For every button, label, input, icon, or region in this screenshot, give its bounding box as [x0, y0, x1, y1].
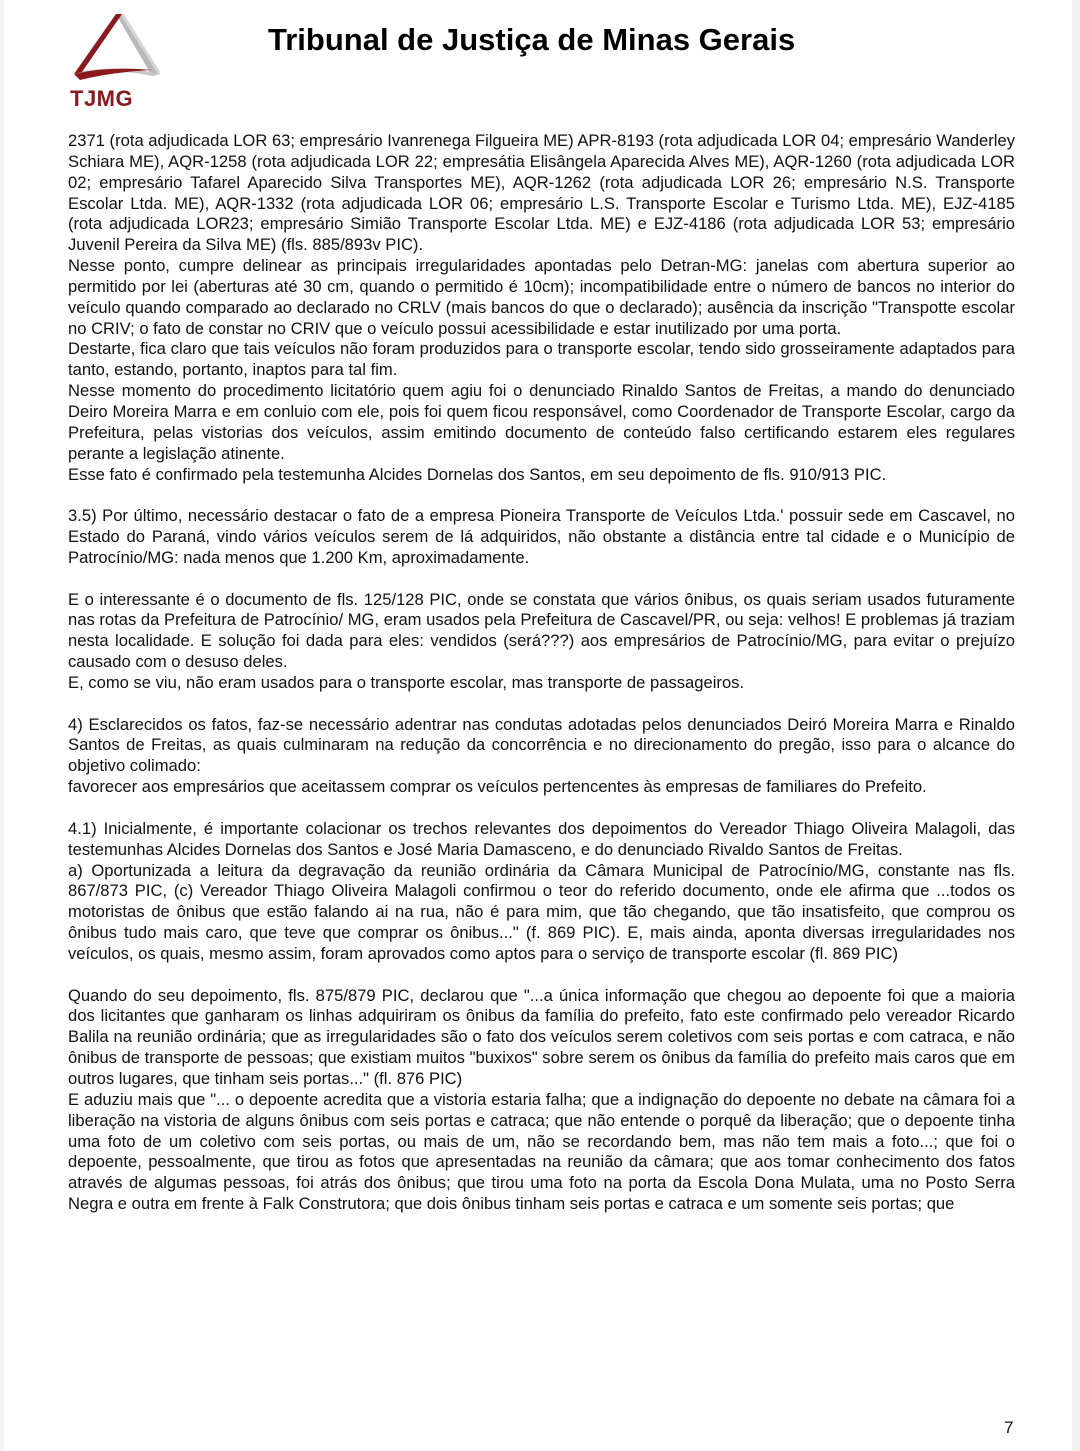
- paragraph: favorecer aos empresários que aceitassem comprar os veículos pertencentes às empresas de familiares do Prefeito.: [68, 777, 927, 797]
- tjmg-logo: [68, 10, 160, 114]
- paragraph: E, como se viu, não eram usados para o transporte escolar, mas transporte de passageiros.: [68, 672, 745, 692]
- document-body: [68, 131, 1015, 1215]
- paragraph: Esse fato é confirmado pela testemunha Alcides Dornelas dos Santos, em seu depoimento de fls. 910/913 PIC.: [68, 464, 887, 484]
- logo-text: TJMG: [70, 86, 134, 111]
- paragraph: Nesse momento do procedimento licitatório quem agiu foi o denunciado Rinaldo Santos de Freitas, a mando do denunciado Deiro Moreira Marra e em conluio com ele, pois foi quem ficou responsável, como Coordenador de Transporte Escolar, cargo da Prefeitura, pelas vistorias dos veículos, assim emitindo documento de conteúdo falso certificando estarem eles regulares perante a legislação atinente.: [68, 381, 1015, 463]
- paragraph: 4) Esclarecidos os fatos, faz-se necessário adentrar nas condutas adotadas pelos denunciados Deiró Moreira Marra e Rinaldo Santos de Freitas, as quais culminaram na redução da concorrência e no direcionamento do pregão, isso para o alcance do objetivo colimado:: [68, 714, 1015, 776]
- paragraph: 4.1) Inicialmente, é importante colacionar os trechos relevantes dos depoimentos do Vereador Thiago Oliveira Malagoli, das testemunhas Alcides Dornelas dos Santos e José Maria Damasceno, e do denunciado Rivaldo Santos de Freitas.: [68, 818, 1015, 859]
- paragraph: E aduziu mais que "... o depoente acredita que a vistoria estaria falha; que a indignação do depoente no debate na câmara foi a liberação na vistoria de alguns ônibus com seis portas e catraca; que não entende o porquê da liberação; que o depoente tinha uma foto de um coletivo com seis portas, ou mais de um, não se recordando bem, mas não tem mais a foto...; que foi o depoente, pessoalmente, que tirou as fotos que apresentadas na reunião da câmara; que aos tomar conhecimento dos fatos através de algumas pessoas, foi atrás dos ônibus; que tirou uma foto na porta da Escola Dona Mulata, uma no Posto Serra Negra e outra em frente à Falk Construtora; que dois ônibus tinham seis portas e catraca e um somente seis portas; que: [68, 1089, 1015, 1214]
- document-page: [4, 0, 1072, 1451]
- paragraph: a) Oportunizada a leitura da degravação da reunião ordinária da Câmara Municipal de Patrocínio/MG, constante nas fls. 867/873 PIC, (c) Vereador Thiago Oliveira Malagoli confirmou o teor do referido documento, onde ele afirma que ...todos os motoristas de ônibus que estão falando ai na rua, não é para mim, que tão chegando, que tão insatisfeito, que comprou os ônibus tudo mais caro, que teve que comprar os ônibus..." (f. 869 PIC). E, mais ainda, aponta diversas irregularidades nos veículos, os quais, mesmo assim, foram aprovados como aptos para o serviço de transporte escolar (fl. 869 PIC): [68, 860, 1015, 963]
- page-title: Tribunal de Justiça de Minas Gerais: [268, 22, 796, 57]
- paragraph: Quando do seu depoimento, fls. 875/879 PIC, declarou que "...a única informação que chegou ao depoente foi que a maioria dos licitantes que ganharam os linhas adquiriram os ônibus da família do prefeito, fato este confirmado pelo vereador Ricardo Balila na reunião ordinária; que as irregularidades são o fato dos veículos serem coletivos com seis portas e com catraca, e não ônibus de transporte de pessoas; que existiam muitos "buxixos" sobre serem os ônibus da família do prefeito mais caros que em outros lugares, que tinham seis portas..." (fl. 876 PIC): [68, 985, 1015, 1088]
- paragraph: E o interessante é o documento de fls. 125/128 PIC, onde se constata que vários ônibus, os quais seriam usados futuramente nas rotas da Prefeitura de Patrocínio/ MG, eram usados pela Prefeitura de Cascavel/PR, ou seja: velhos! E problemas já traziam nesta localidade. E solução foi dada para eles: vendidos (será???) aos empresários de Patrocínio/MG, para evitar o prejuízo causado com o desuso deles.: [68, 589, 1015, 672]
- paragraph: 3.5) Por último, necessário destacar o fato de a empresa Pioneira Transporte de Veículos Ltda.' possuir sede em Cascavel, no Estado do Paraná, vindo vários veículos serem de lá adquiridos, não obstante a distância entre tal cidade e o Município de Patrocínio/MG: nada menos que 1.200 Km, aproximadamente.: [68, 506, 1015, 567]
- page-header: [4, 0, 1072, 125]
- paragraph: Destarte, fica claro que tais veículos não foram produzidos para o transporte escolar, tendo sido grosseiramente adaptados para tanto, estando, portanto, inaptos para tal fim.: [68, 339, 1015, 380]
- page-number: 7: [1004, 1418, 1014, 1437]
- paragraph: 2371 (rota adjudicada LOR 63; empresário Ivanrenega Filgueira ME) APR-8193 (rota adjudicada LOR 04; empresário Wanderley Schiara ME), AQR-1258 (rota adjudicada LOR 22; empresátia Elisângela Aparecida Alves ME), AQR-1260 (rota adjudicada LOR 02; empresário Tafarel Aparecido Silva Transportes ME), AQR-1262 (rota adjudicada LOR 26; empresário N.S. Transporte Escolar Ltda. ME), AQR-1332 (rota adjudicada LOR 06; empresário L.S. Transporte Escolar e Turismo Ltda. ME), EJZ-4185 (rota adjudicada LOR23; empresário Simião Transporte Escolar Ltda. ME) e EJZ-4186 (rota adjudicada LOR 53; empresário Juvenil Pereira da Silva ME) (fls. 885/893v PIC).: [68, 131, 1015, 255]
- tjmg-triangle-icon: [68, 10, 160, 82]
- paragraph: Nesse ponto, cumpre delinear as principais irregularidades apontadas pelo Detran-MG: janelas com abertura superior ao permitido por lei (aberturas até 30 cm, quando o permitido é 10cm); incompatibilidade entre o número de bancos no interior do veículo quando comparado ao declarado no CRLV (mais bancos do que o declarado); ausência da inscrição "Transpotte escolar no CRIV; o fato de constar no CRIV que o veículo possui acessibilidade e estar inutilizado por uma porta.: [68, 256, 1015, 338]
